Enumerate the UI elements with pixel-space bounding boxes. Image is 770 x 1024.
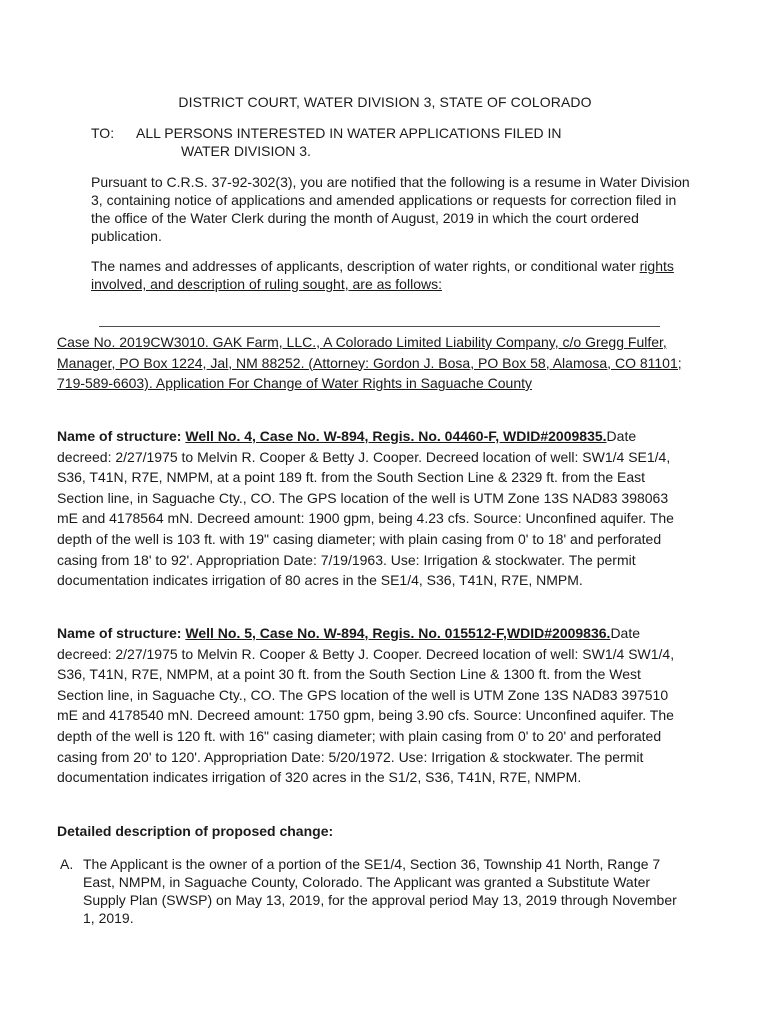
- well-5-description: Date decreed: 2/27/1975 to Melvin R. Cooper & Betty J. Cooper. Decreed location of well: SW1/4 SW1/4, S36, T41N, R7E, NMPM, at a point 30 ft. from the South Section Line & 1300 ft. from the West Section line, in Saguache Cty., CO. The GPS location of the well is UTM Zone 13S NAD83 397510 mE and 4178540 mN. Decreed amount: 1750 gpm, being 3.90 cfs. Source: Unconfined aquifer. The depth of the well is 120 ft. with 16" casing diameter; with plain casing from 0' to 20' and perforated casing from 20' to 120'. Appropriation Date: 5/20/1972. Use: Irrigation & stockwater. The permit documentation indicates irrigation of 320 acres in the S1/2, S36, T41N, R7E, NMPM.: [57, 625, 675, 786]
- well-4-section: [57, 426, 687, 591]
- detail-heading: Detailed description of proposed change:: [57, 823, 334, 839]
- to-label: TO:: [91, 125, 115, 141]
- description-underlined-text: rights involved, and description of ruling sought, are as follows:: [91, 258, 674, 292]
- structure-label: Name of structure:: [57, 428, 182, 444]
- well-4-description: Date decreed: 2/27/1975 to Melvin R. Cooper & Betty J. Cooper. Decreed location of well: SW1/4 SE1/4, S36, T41N, R7E, NMPM, at a point 189 ft. from the South Section Line & 2329 ft. from the East Section line, in Saguache Cty., CO. The GPS location of the well is UTM Zone 13S NAD83 398063 mE and 4178564 mN. Decreed amount: 1900 gpm, being 4.23 cfs. Source: Unconfined aquifer. The depth of the well is 103 ft. with 19" casing diameter; with plain casing from 0' to 18' and perforated casing from 18' to 92'. Appropriation Date: 7/19/1963. Use: Irrigation & stockwater. The permit documentation indicates irrigation of 80 acres in the SE1/4, S36, T41N, R7E, NMPM.: [57, 428, 674, 589]
- well-5-section: [57, 623, 687, 788]
- court-title: DISTRICT COURT, WATER DIVISION 3, STATE OF COLORADO: [178, 94, 592, 110]
- list-item-label: A.: [60, 856, 74, 872]
- notice-paragraph: Pursuant to C.R.S. 37-92-302(3), you are notified that the following is a resume in Water Division 3, containing notice of applications and amended applications or requests for correction filed in the office of the Water Clerk during the month of August, 2019 in which the court ordered publication.: [91, 174, 690, 244]
- well-4-name: Well No. 4, Case No. W-894, Regis. No. 04460-F, WDID#2009835.: [185, 428, 607, 444]
- description-plain-text: The names and addresses of applicants, description of water rights, or conditional water: [91, 258, 636, 274]
- addressee-line-2: WATER DIVISION 3.: [181, 143, 311, 159]
- separator-line: [99, 326, 660, 327]
- well-5-name: Well No. 5, Case No. W-894, Regis. No. 015512-F,WDID#2009836.: [185, 625, 611, 641]
- case-header: Case No. 2019CW3010. GAK Farm, LLC., A Colorado Limited Liability Company, c/o Gregg Fulfer, Manager, PO Box 1224, Jal, NM 88252. (Attorney: Gordon J. Bosa, PO Box 58, Alamosa, CO 81101; 719-589-6603). Application For Change of Water Rights in Saguache County: [57, 334, 682, 391]
- addressee-line-1: ALL PERSONS INTERESTED IN WATER APPLICATIONS FILED IN: [136, 125, 562, 141]
- list-item-text: The Applicant is the owner of a portion of the SE1/4, Section 36, Township 41 North, Range 7 East, NMPM, in Saguache County, Colorado. The Applicant was granted a Substitute Water Supply Plan (SWSP) on May 13, 2019, for the approval period May 13, 2019 through November 1, 2019.: [83, 856, 677, 926]
- structure-label: Name of structure:: [57, 625, 182, 641]
- description-paragraph: [91, 257, 691, 293]
